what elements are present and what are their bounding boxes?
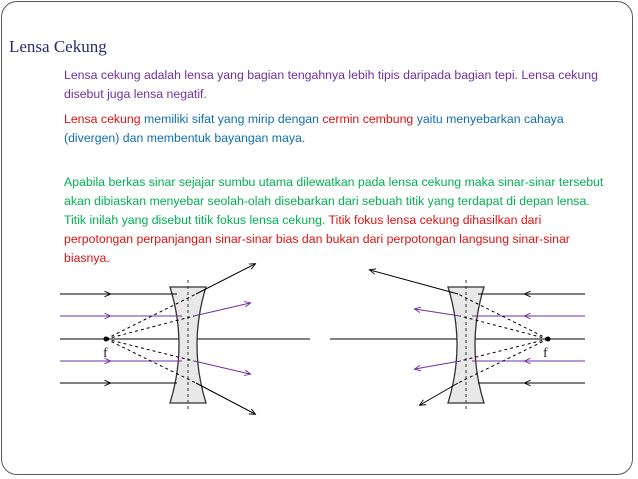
term-cermin-cembung: cermin cembung — [322, 112, 414, 126]
text-focus-note: Titik fokus lensa cekung dihasilkan dari perpotongan perpanjangan sinar-sinar bias dan bukan dari perpotongan langsung sinar-sinar biasnya. — [64, 213, 570, 265]
left-refracted-ray-1 — [196, 264, 255, 294]
term-lensa-cekung: Lensa cekung — [64, 112, 141, 126]
text-memiliki-sifat: memiliki sifat yang mirip dengan — [140, 112, 323, 126]
left-focus-point — [104, 337, 109, 342]
right-focus-label: f — [543, 346, 548, 361]
right-lens-diagram — [330, 270, 585, 410]
text-focus-explanation: Apabila berkas sinar sejajar sumbu utama dilewatkan pada lensa cekung maka sinar-sinar tersebut akan dibiaskan menyebar seolah-olah disebarkan dari sebuah titik yang terdapat di depan lensa. Titik inilah yang disebut titik fokus lensa cekung. — [64, 175, 604, 227]
right-refracted-ray-3 — [415, 361, 460, 369]
left-focus-label: f — [103, 346, 108, 361]
left-refracted-ray-2 — [194, 303, 250, 316]
left-refracted-ray-3 — [194, 361, 250, 374]
right-refracted-ray-1 — [370, 270, 458, 294]
right-focus-point — [546, 337, 551, 342]
left-lens-diagram — [60, 264, 310, 414]
text-properties-rest: yaitu menyebarkan cahaya (divergen) dan membentuk bayangan maya. — [64, 112, 564, 145]
paragraph-definition: Lensa cekung adalah lensa yang bagian tengahnya lebih tipis daripada bagian tepi. Lensa cekung disebut juga lensa negatif. — [64, 68, 598, 101]
slide-title: Lensa Cekung — [9, 37, 107, 56]
